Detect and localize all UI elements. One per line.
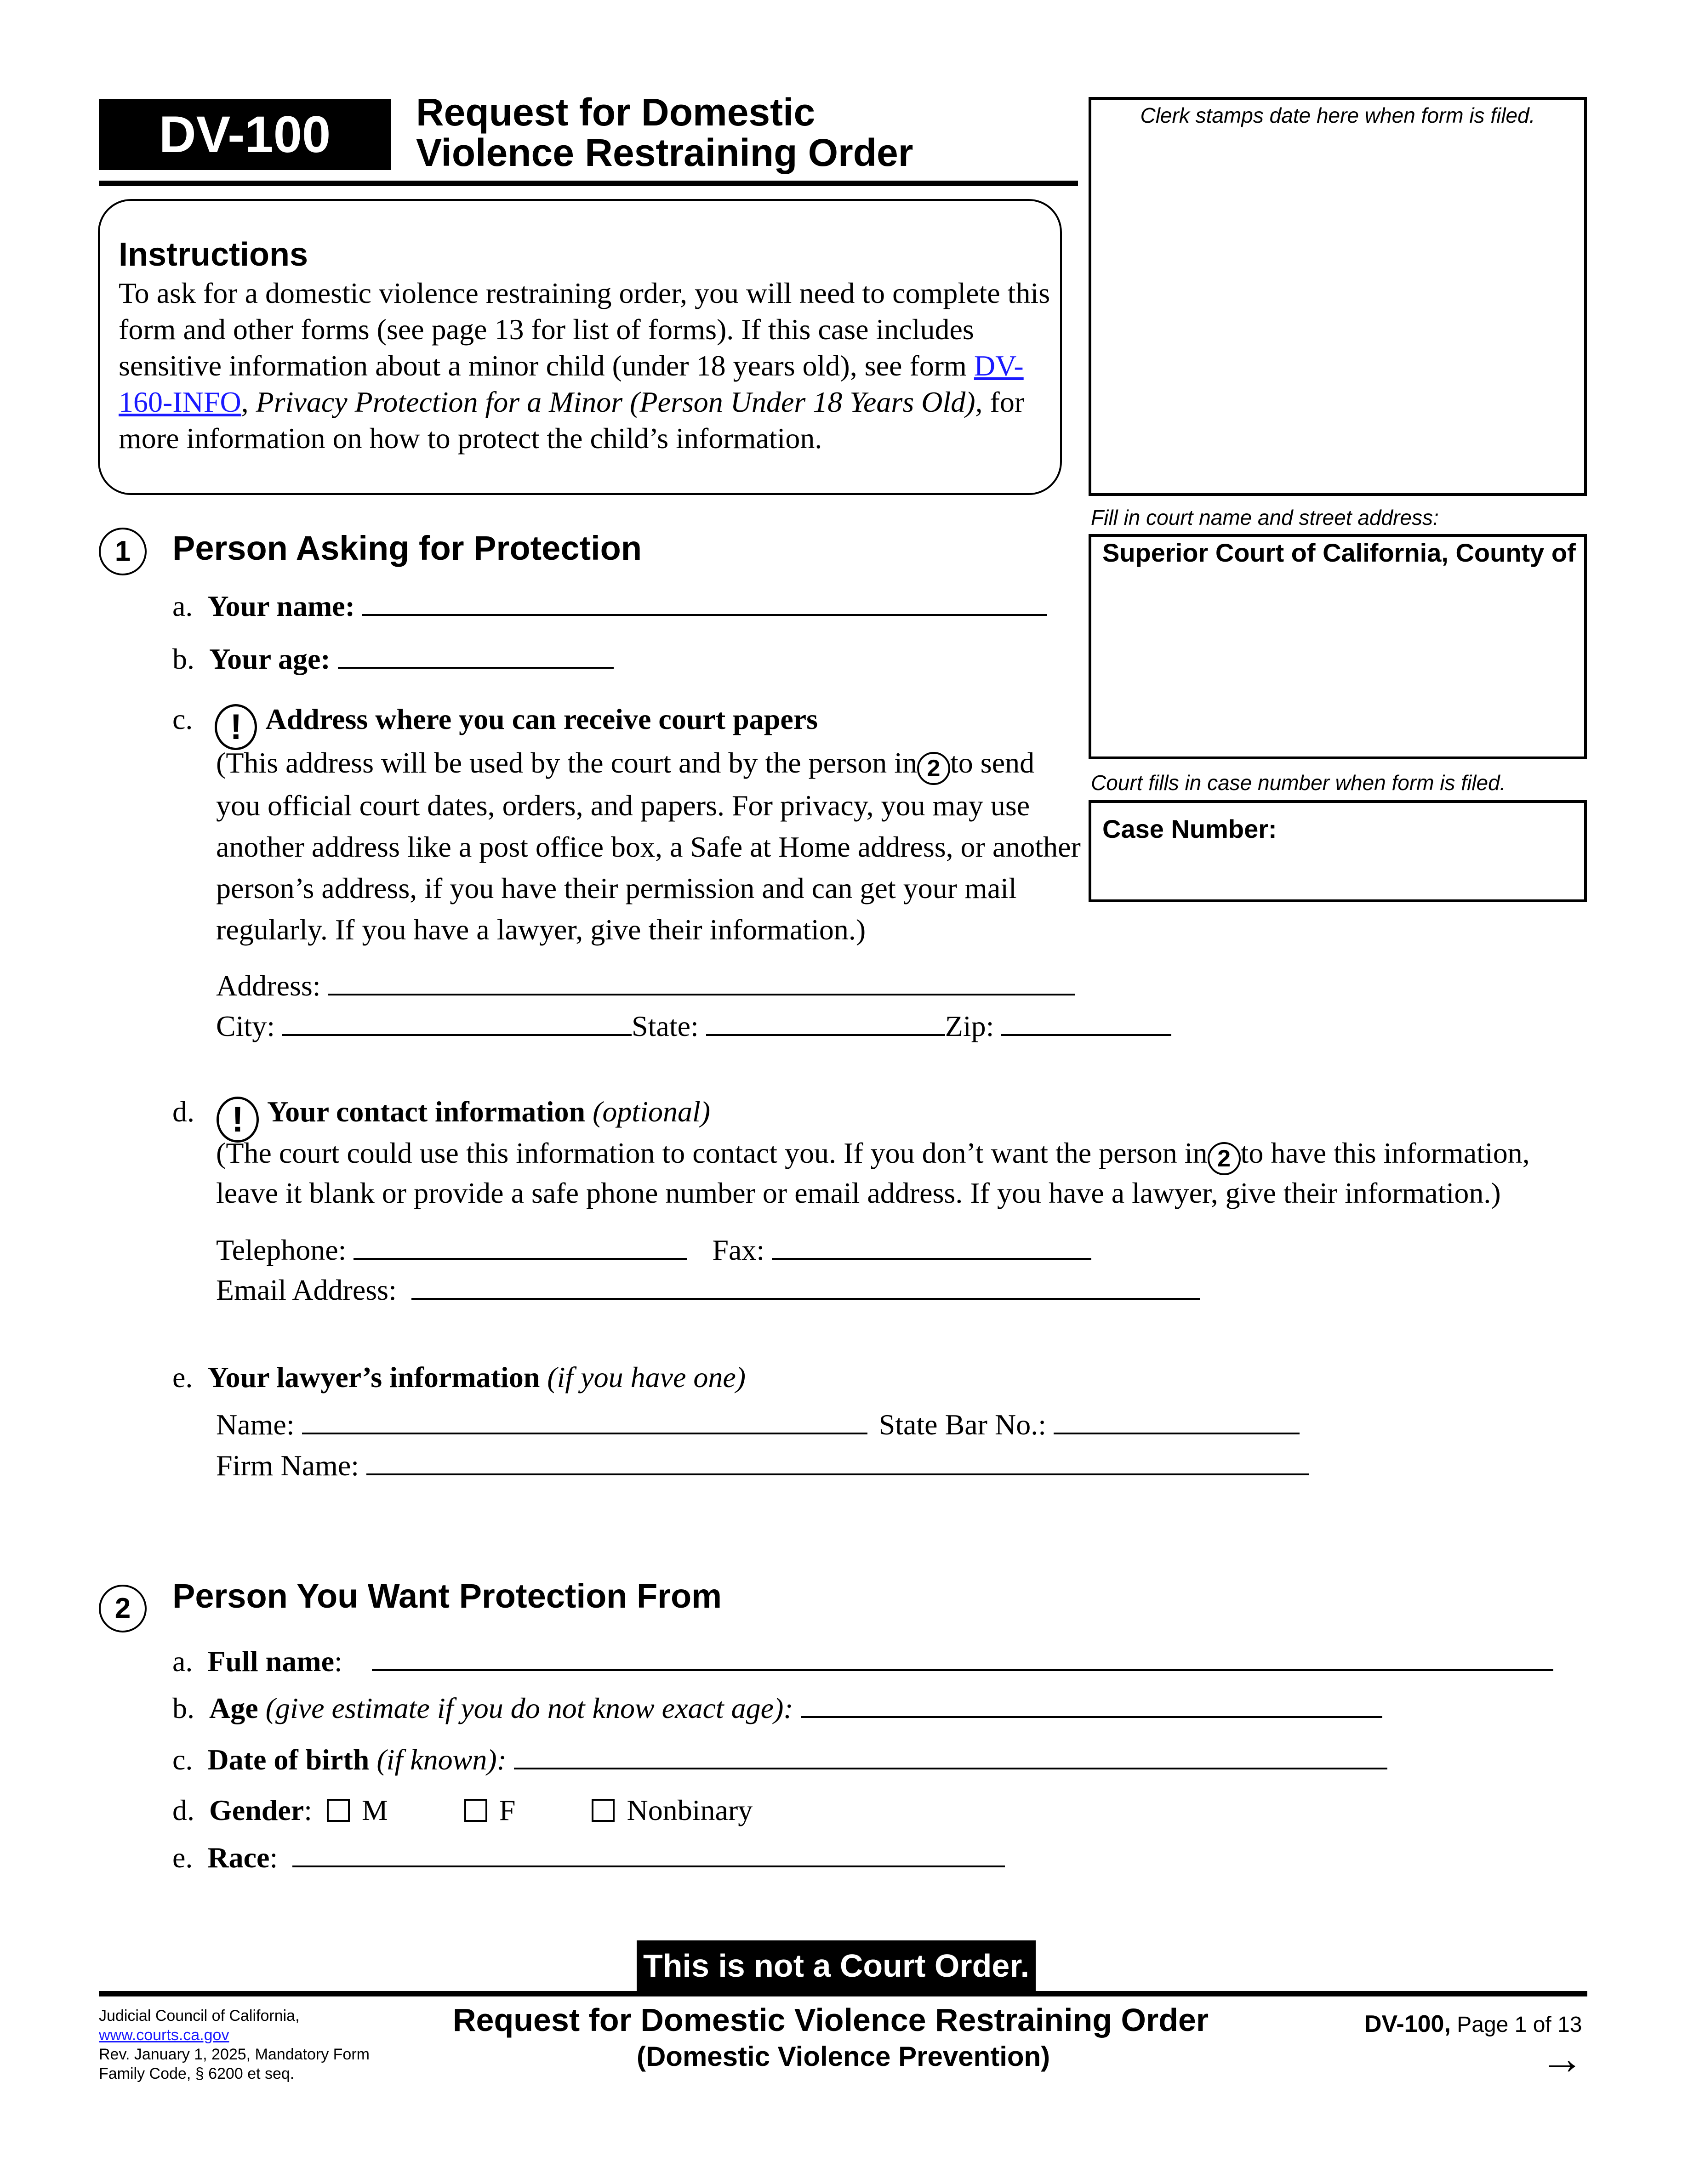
section-2-ref-icon: 2 — [1208, 1142, 1241, 1175]
section-2-ref-icon: 2 — [917, 752, 950, 785]
firm-name-label: Firm Name: — [216, 1449, 359, 1482]
gender-colon: : — [304, 1794, 312, 1826]
gender-nonbinary-checkbox[interactable] — [592, 1799, 615, 1822]
contact-optional: (optional) — [593, 1095, 711, 1128]
footer-page: Page 1 of 13 — [1457, 2013, 1582, 2037]
dv-160-info-link[interactable]: DV-160-INFO — [119, 349, 1024, 418]
item-letter: b. — [172, 643, 194, 675]
section-2-number: 2 — [99, 1585, 147, 1632]
instructions-heading: Instructions — [119, 236, 308, 273]
court-name-label: Fill in court name and street address: — [1091, 506, 1439, 529]
city-field[interactable] — [282, 1016, 632, 1036]
address-explanation-2: to send you official court dates, orders, and papers. For privacy, you may use another address like a post office box, a Safe at Home address, or another person’s address, if you have their permission and can get your mail regularly. If you have a lawyer, give their information.) — [216, 746, 1081, 946]
phone-fax-row — [216, 1233, 1091, 1267]
form-title — [416, 92, 1083, 173]
fax-field[interactable] — [772, 1240, 1091, 1260]
alert-icon: ! — [215, 704, 257, 750]
dob-label: Date of birth — [207, 1743, 370, 1776]
item-letter: b. — [172, 1692, 194, 1724]
zip-field[interactable] — [1001, 1016, 1171, 1036]
address-explanation — [216, 742, 1085, 950]
item-letter: c. — [172, 703, 193, 735]
gender-label: Gender — [209, 1794, 304, 1826]
item-2a — [172, 1644, 1553, 1678]
not-court-order-banner: This is not a Court Order. — [637, 1940, 1036, 1991]
firm-name-field[interactable] — [366, 1455, 1309, 1475]
item-letter: d. — [172, 1095, 194, 1128]
firm-name-row — [216, 1449, 1309, 1483]
instructions-text-2: , — [241, 386, 256, 418]
contact-explanation — [216, 1135, 1595, 1211]
gender-f-label: F — [499, 1794, 516, 1826]
form-title-line1: Request for Domestic — [416, 91, 815, 134]
address-heading: Address where you can receive court papers — [265, 703, 818, 735]
item-letter: d. — [172, 1794, 194, 1826]
address-row — [216, 969, 1075, 1003]
race-colon: : — [269, 1841, 278, 1874]
case-number-text: Case Number: — [1102, 814, 1277, 843]
lawyer-name-row — [216, 1408, 1300, 1442]
city-state-zip-row — [216, 1009, 1171, 1043]
email-row — [216, 1273, 1200, 1307]
your-age-label: Your age: — [209, 643, 331, 675]
address-field[interactable] — [328, 975, 1075, 995]
contact-explanation-2: to have this information, leave it blank or provide a safe phone number or email address. If you have a lawyer, give their information.) — [216, 1137, 1530, 1209]
item-2d — [172, 1793, 753, 1827]
item-2c — [172, 1743, 1387, 1777]
footer-form-ref: DV-100, — [1364, 2011, 1451, 2037]
council-name: Judicial Council of California, — [99, 2007, 300, 2025]
lawyer-optional: (if you have one) — [547, 1361, 746, 1393]
item-letter: e. — [172, 1841, 193, 1874]
race-field[interactable] — [292, 1847, 1005, 1867]
age-hint: (give estimate if you do not know exact age): — [265, 1692, 793, 1724]
family-code: Family Code, § 6200 et seq. — [99, 2065, 295, 2082]
city-label: City: — [216, 1010, 275, 1042]
item-1e — [172, 1360, 746, 1394]
address-label: Address: — [216, 969, 321, 1002]
title-rule — [99, 181, 1078, 186]
item-letter: e. — [172, 1361, 193, 1393]
contact-heading: Your contact information — [267, 1095, 586, 1128]
race-label: Race — [207, 1841, 270, 1874]
footer-info — [99, 2006, 370, 2083]
state-bar-field[interactable] — [1054, 1414, 1300, 1434]
telephone-field[interactable] — [354, 1240, 687, 1260]
court-name-text: Superior Court of California, County of — [1102, 538, 1576, 567]
alert-icon: ! — [217, 1097, 259, 1143]
footer-rule — [99, 1991, 1587, 1996]
full-name-colon: : — [334, 1645, 342, 1678]
email-field[interactable] — [411, 1280, 1200, 1300]
item-1a — [172, 589, 1047, 623]
telephone-label: Telephone: — [216, 1234, 347, 1266]
form-title-line2: Violence Restraining Order — [416, 131, 913, 174]
email-label: Email Address: — [216, 1274, 397, 1306]
revision-date: Rev. January 1, 2025, Mandatory Form — [99, 2046, 370, 2063]
footer-title: Request for Domestic Violence Restraining Order — [453, 2002, 1209, 2038]
your-name-label: Your name: — [207, 590, 355, 622]
address-explanation-1: (This address will be used by the court and by the person in — [216, 746, 917, 779]
gender-nonbinary-label: Nonbinary — [627, 1794, 753, 1826]
dob-hint: (if known): — [376, 1743, 507, 1776]
dob-field[interactable] — [514, 1749, 1387, 1769]
age-label: Age — [209, 1692, 258, 1724]
gender-f-checkbox[interactable] — [464, 1799, 487, 1822]
state-label: State: — [632, 1010, 699, 1042]
case-number-label: Court fills in case number when form is filed. — [1091, 771, 1506, 795]
court-name-field[interactable] — [1089, 534, 1587, 759]
item-letter: a. — [172, 590, 193, 622]
instructions-italic: Privacy Protection for a Minor (Person Under 18 Years Old), — [256, 386, 983, 418]
lawyer-name-field[interactable] — [302, 1414, 867, 1434]
section-1-number: 1 — [99, 528, 147, 575]
instructions-text-1: To ask for a domestic violence restraining order, you will need to complete this form and other forms (see page 13 for list of forms). If this case includes sensitive information about a minor child (under 18 years old), see form — [119, 277, 1050, 382]
item-letter: c. — [172, 1743, 193, 1776]
gender-m-checkbox[interactable] — [327, 1799, 350, 1822]
lawyer-name-label: Name: — [216, 1408, 295, 1441]
fax-label: Fax: — [712, 1234, 765, 1266]
instructions-text-3: for more information on how to protect the child’s information. — [119, 386, 1025, 455]
age-field[interactable] — [801, 1698, 1382, 1718]
your-name-field[interactable] — [362, 596, 1047, 616]
item-1b — [172, 642, 614, 676]
contact-explanation-1: (The court could use this information to contact you. If you don’t want the person in — [216, 1137, 1208, 1169]
section-1-heading: Person Asking for Protection — [172, 529, 642, 567]
your-age-field[interactable] — [338, 648, 614, 669]
next-page-arrow-icon: → — [1540, 2034, 1584, 2083]
page-number — [1364, 2010, 1582, 2038]
lawyer-heading: Your lawyer’s information — [207, 1361, 540, 1393]
item-2b — [172, 1691, 1382, 1725]
clerk-stamp-label: Clerk stamps date here when form is filed. — [1140, 103, 1535, 127]
full-name-field[interactable] — [372, 1651, 1553, 1671]
item-letter: a. — [172, 1645, 193, 1678]
item-2e — [172, 1841, 1005, 1875]
clerk-stamp-box — [1089, 97, 1587, 496]
footer-subtitle: (Domestic Violence Prevention) — [637, 2041, 1050, 2072]
full-name-label: Full name — [207, 1645, 334, 1678]
gender-m-label: M — [361, 1794, 388, 1826]
courts-website-link[interactable]: www.courts.ca.gov — [99, 2026, 229, 2044]
state-bar-label: State Bar No.: — [878, 1408, 1046, 1441]
zip-label: Zip: — [945, 1010, 994, 1042]
form-id-badge: DV-100 — [99, 99, 391, 170]
instructions-text — [119, 275, 1066, 456]
state-field[interactable] — [706, 1016, 945, 1036]
section-2-heading: Person You Want Protection From — [172, 1577, 722, 1615]
